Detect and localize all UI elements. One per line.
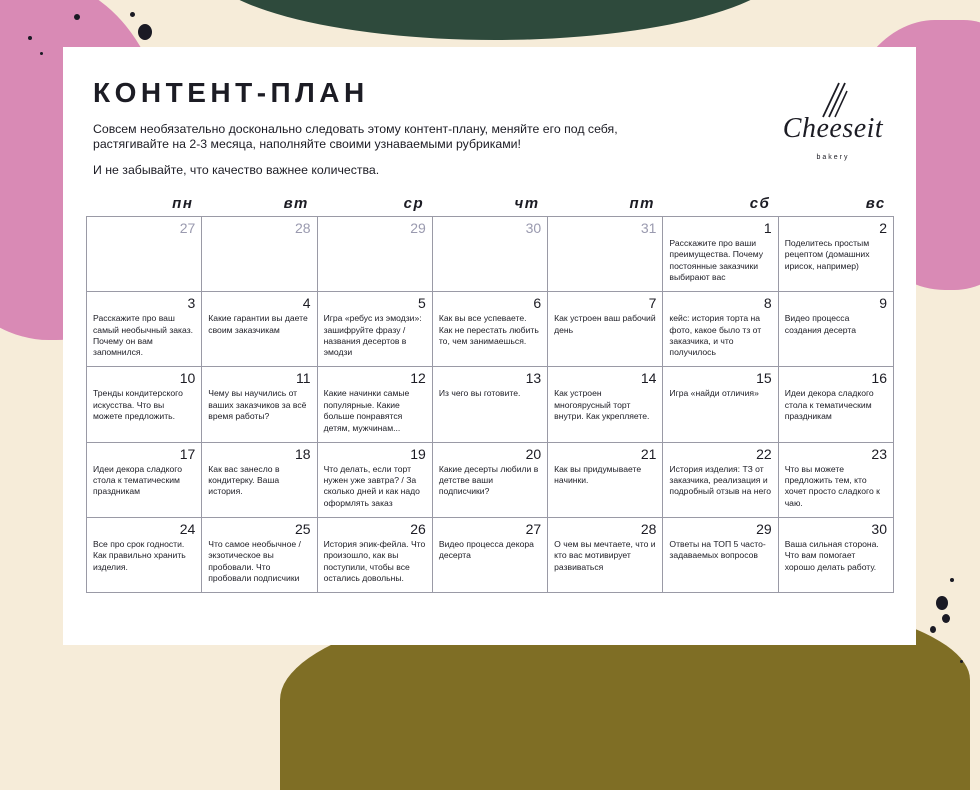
day-topic: Какие гарантии вы даете своим заказчикам <box>208 313 308 335</box>
day-number: 5 <box>418 295 426 312</box>
calendar-day-cell <box>202 367 317 442</box>
page-title: КОНТЕНТ-ПЛАН <box>93 77 369 108</box>
weekday-label: пн <box>172 195 194 212</box>
day-number: 29 <box>756 520 772 537</box>
day-topic: Игра «ребус из эмодзи»: зашифруйте фразу / названия десертов в эмодзи <box>323 313 422 358</box>
calendar-day-cell <box>318 518 433 593</box>
decor-dot <box>936 596 948 610</box>
day-number: 16 <box>871 370 887 387</box>
calendar-day-cell <box>779 292 894 367</box>
calendar-day-cell <box>87 292 202 367</box>
day-topic: Ответы на ТОП 5 часто-задаваемых вопросов <box>669 538 766 561</box>
weekday-label: чт <box>514 195 540 212</box>
day-number: 13 <box>525 370 542 387</box>
day-topic: Что самое необычное / экзотическое вы пробовали. Что пробовали подписчики <box>208 538 301 583</box>
weekday-label: вс <box>865 195 886 212</box>
decor-dot <box>950 578 954 582</box>
calendar-day-cell <box>318 217 433 292</box>
calendar-day-cell <box>548 292 663 367</box>
day-number: 9 <box>879 295 887 312</box>
decor-dot <box>74 14 80 20</box>
decor-dot <box>40 52 43 55</box>
calendar-day-cell <box>87 518 202 593</box>
calendar-day-cell <box>433 518 548 593</box>
day-topic: Как устроен ваш рабочий день <box>554 313 656 335</box>
calendar-day-cell <box>433 443 548 518</box>
calendar-day-cell <box>779 443 894 518</box>
day-number: 27 <box>525 520 542 537</box>
calendar-day-cell <box>548 443 663 518</box>
weekday-label: вт <box>283 195 309 212</box>
day-topic: Что вы можете предложить тем, кто хочет просто сладкого к чаю. <box>784 463 880 508</box>
calendar-day-cell <box>433 292 548 367</box>
calendar-day-cell <box>202 518 317 593</box>
day-number: 17 <box>179 445 196 462</box>
brand-logo <box>763 77 903 172</box>
calendar-day-cell <box>318 367 433 442</box>
calendar-day-cell <box>663 518 778 593</box>
day-number: 19 <box>410 445 426 462</box>
day-topic: История эпик-фейла. Что произошло, как вы поступили, чтобы все остались довольны. <box>323 538 426 583</box>
calendar-day-cell <box>87 367 202 442</box>
day-topic: Как вы все успеваете. Как не перестать любить то, чем занимаешься. <box>438 313 539 346</box>
content-plan-sheet <box>63 47 916 645</box>
calendar-day-cell <box>779 217 894 292</box>
calendar-day-cell <box>87 443 202 518</box>
calendar-day-cell <box>433 367 548 442</box>
decor-dot <box>942 614 950 623</box>
day-topic: Какие десерты любили в детстве ваши подписчики? <box>438 463 539 497</box>
calendar-day-cell <box>663 367 778 442</box>
day-number: 7 <box>648 295 657 312</box>
calendar-day-cell <box>318 443 433 518</box>
day-topic: Как вас занесло в кондитерку. Ваша история. <box>208 463 280 497</box>
decor-dot <box>960 660 963 663</box>
calendar-day-cell <box>433 217 548 292</box>
day-number: 8 <box>763 295 772 312</box>
day-number: 12 <box>410 370 426 387</box>
day-number: 28 <box>294 220 311 236</box>
day-number: 18 <box>294 445 311 462</box>
weekday-label: пт <box>629 195 655 212</box>
calendar-day-cell <box>663 292 778 367</box>
decor-dot <box>28 36 32 40</box>
day-number: 31 <box>640 220 657 236</box>
day-number: 14 <box>640 370 657 387</box>
logo-subtitle: bakery <box>816 154 850 161</box>
day-number: 3 <box>187 295 196 312</box>
day-number: 25 <box>294 520 311 537</box>
calendar-day-cell <box>202 217 317 292</box>
weekday-header <box>86 192 894 216</box>
day-topic: Ваша сильная сторона. Что вам помогает хорошо делать работу. <box>784 538 879 572</box>
day-number: 15 <box>756 370 772 387</box>
day-number: 24 <box>179 520 196 537</box>
calendar-day-cell <box>202 443 317 518</box>
day-number: 29 <box>410 220 426 236</box>
day-topic: Все про срок годности. Как правильно хранить изделия. <box>93 538 186 572</box>
day-topic: Идеи декора сладкого стола к тематическим праздникам <box>93 463 183 497</box>
day-number: 2 <box>879 220 887 236</box>
calendar-day-cell <box>87 217 202 292</box>
calendar-day-cell <box>318 292 433 367</box>
calendar-day-cell <box>548 367 663 442</box>
day-topic: О чем вы мечтаете, что и кто вас мотивирует развиваться <box>554 538 656 572</box>
day-number: 26 <box>410 520 426 537</box>
day-topic: Видео процесса декора десерта <box>438 538 534 561</box>
day-number: 23 <box>871 445 887 462</box>
note-text: И не забывайте, что качество важнее количества. <box>93 163 380 177</box>
calendar-day-cell <box>202 292 317 367</box>
calendar-day-cell <box>548 518 663 593</box>
weekday-label: ср <box>403 195 425 212</box>
intro-text: Совсем необязательно досконально следовать этому контент-плану, меняйте его под себя, растягивайте на 2-3 месяца, наполняйте своими узнаваемыми рубриками! <box>93 122 618 151</box>
decor-blob-green-top <box>200 0 790 40</box>
calendar <box>86 192 894 593</box>
calendar-day-cell <box>663 217 778 292</box>
decor-dot <box>930 626 936 633</box>
day-topic: Игра «найди отличия» <box>669 388 759 399</box>
day-topic: Расскажите про ваши преимущества. Почему постоянные заказчики выбирают вас <box>669 238 764 283</box>
day-number: 30 <box>871 520 887 537</box>
calendar-day-cell <box>548 217 663 292</box>
day-topic: Как устроен многоярусный торт внутри. Как укрепляете. <box>554 388 650 422</box>
day-number: 4 <box>302 295 311 312</box>
day-topic: Тренды кондитерского искусства. Что вы можете предложить. <box>93 388 183 422</box>
decor-dot <box>130 12 135 17</box>
calendar-day-cell <box>779 518 894 593</box>
weekday-label: сб <box>749 195 771 212</box>
day-topic: Что делать, если торт нужен уже завтра? / За сколько дней и как надо оформлять заказ <box>323 463 420 508</box>
day-number: 28 <box>640 520 657 537</box>
day-number: 20 <box>525 445 542 462</box>
day-number: 10 <box>179 370 196 387</box>
calendar-day-cell <box>663 443 778 518</box>
day-topic: Идеи декора сладкого стола к тематическим праздникам <box>784 388 874 422</box>
day-topic: Как вы придумываете начинки. <box>554 463 642 485</box>
day-number: 11 <box>296 370 311 387</box>
day-number: 21 <box>640 445 657 462</box>
day-topic: Видео процесса создания десерта <box>784 313 856 335</box>
day-topic: Расскажите про ваш самый необычный заказ. Почему он вам запомнился. <box>93 313 194 358</box>
day-number: 1 <box>763 220 772 236</box>
day-topic: Какие начинки самые популярные. Какие больше понравятся детям, мужчинам... <box>323 388 410 433</box>
calendar-grid <box>86 216 894 593</box>
day-topic: Поделитесь простым рецептом (домашних ирисок, например) <box>784 238 870 271</box>
calendar-day-cell <box>779 367 894 442</box>
day-number: 22 <box>756 445 772 462</box>
decor-dot <box>138 24 152 40</box>
logo-wordmark: Cheeseit <box>782 113 884 144</box>
day-topic: кейс: история торта на фото, какое было тз от заказчика, и что получилось <box>669 313 762 358</box>
day-number: 6 <box>533 295 542 312</box>
day-topic: Чему вы научились от ваших заказчиков за всё время работы? <box>208 388 307 422</box>
day-topic: История изделия: ТЗ от заказчика, реализация и подробный отзыв на него <box>669 463 772 497</box>
day-topic: Из чего вы готовите. <box>438 388 521 399</box>
day-number: 30 <box>525 220 542 236</box>
day-number: 27 <box>179 220 196 236</box>
